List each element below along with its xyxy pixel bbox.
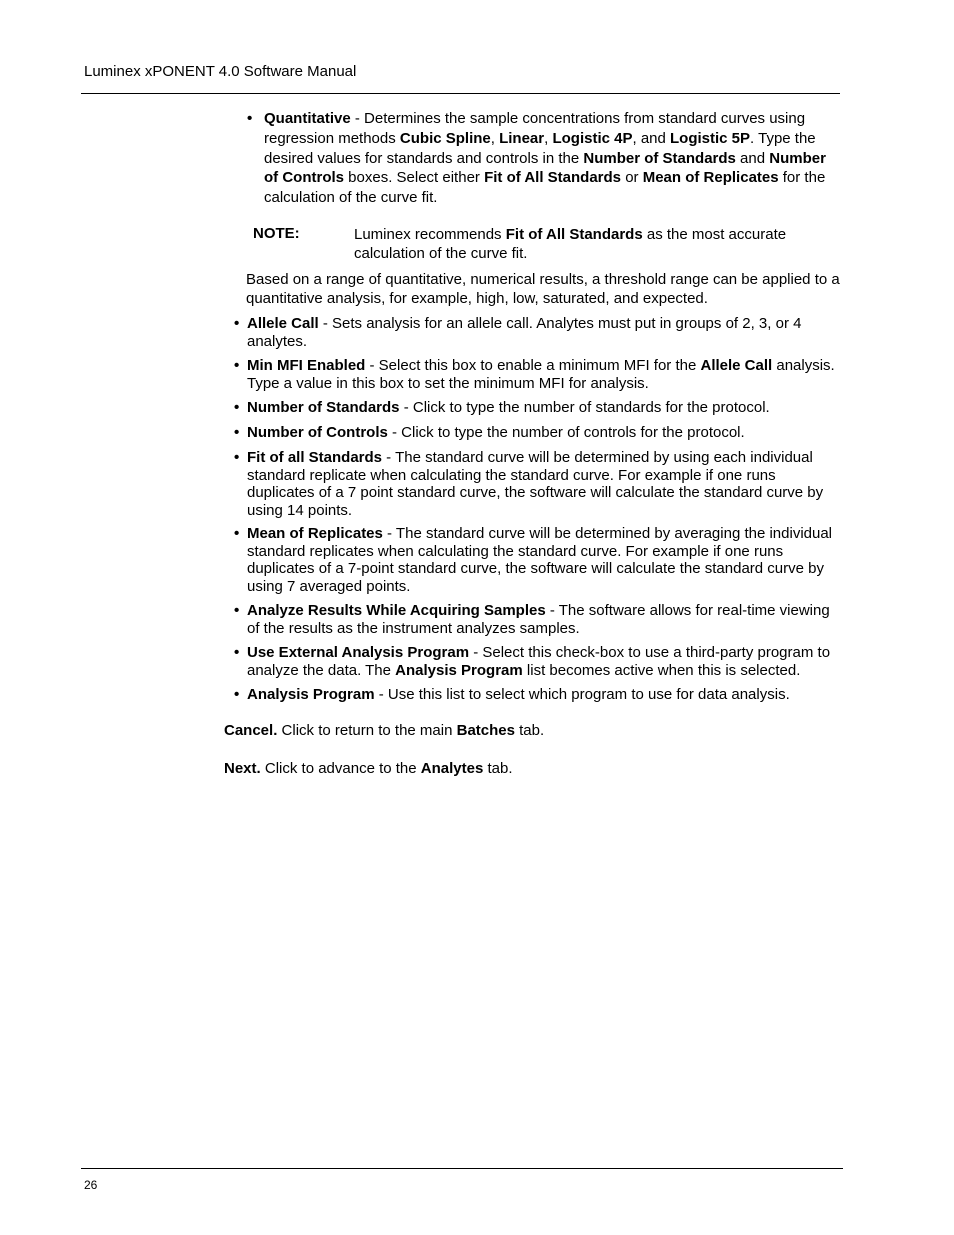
action-next-description: Next. Click to advance to the Analytes tab. <box>224 760 513 777</box>
bullet-glyph: • <box>234 449 240 466</box>
bullet-glyph: • <box>234 686 240 703</box>
list-item-analyze-results: Analyze Results While Acquiring Samples - The software allows for real-time viewing of the results as the instrument analyzes samples. <box>247 602 830 637</box>
action-cancel-description: Cancel. Click to return to the main Batches tab. <box>224 722 545 739</box>
threshold-paragraph: Based on a range of quantitative, numerical results, a threshold range can be applied to a quantitative analysis, for example, high, low, saturated, and expected. <box>246 271 840 307</box>
list-item-mean-of-replicates: Mean of Replicates - The standard curve will be determined by averaging the individual standard replicates when calculating the standard curve. For example if one runs duplicates of a 7-point standard curve, the software will calculate the standard curve by using 7 averaged points. <box>247 525 833 595</box>
header-rule <box>81 93 840 94</box>
bullet-glyph: • <box>247 110 253 127</box>
bullet-glyph: • <box>234 424 240 441</box>
bullet-glyph: • <box>234 399 240 416</box>
option-mean-of-replicates: Mean of Replicates <box>642 169 779 187</box>
option-fit-of-all-standards: Fit of All Standards <box>484 169 622 187</box>
list-item-allele-call: Allele Call - Sets analysis for an allele call. Analytes must put in groups of 2, 3, or 4 analytes. <box>247 315 802 350</box>
field-number-of-controls: Number of Controls <box>264 149 826 187</box>
term-quantitative: Quantitative <box>264 110 351 127</box>
footer-rule <box>81 1168 843 1169</box>
bullet-glyph: • <box>234 644 240 661</box>
bullet-glyph: • <box>234 315 240 332</box>
page-header-title: Luminex xPONENT 4.0 Software Manual <box>84 63 357 80</box>
method-logistic-5p: Logistic 5P <box>670 129 751 147</box>
list-item-fit-of-all-standards: Fit of all Standards - The standard curve will be determined by using each individual standard replicate when calculating the standard curve. For example if one runs duplicates of a 7 point standard curve, the software will calculate the standard curve by using 14 points. <box>247 449 824 519</box>
bullet-glyph: • <box>234 602 240 619</box>
bullet-glyph: • <box>234 525 240 542</box>
page-number: 26 <box>84 1178 98 1192</box>
list-item-number-of-standards: Number of Standards - Click to type the number of standards for the protocol. <box>247 399 770 416</box>
list-item-min-mfi-enabled: Min MFI Enabled - Select this box to enable a minimum MFI for the Allele Call analysis. Type a value in this box to set the minimum MFI for analysis. <box>247 357 835 392</box>
method-linear: Linear <box>499 129 545 147</box>
list-item-use-external-analysis-program: Use External Analysis Program - Select this check-box to use a third-party program to analyze the data. The Analysis Program list becomes active when this is selected. <box>247 644 831 679</box>
list-item-number-of-controls: Number of Controls - Click to type the number of controls for the protocol. <box>247 424 745 441</box>
quantitative-description: Quantitative - Determines the sample concentrations from standard curves using regression methods Cubic Spline, Linear, Logistic 4P, and Logistic 5P. Type the desired values for standards and controls in the Number of Standards and Number of Controls boxes. Select either Fit of All Standards or Mean of Replicates for the calculation of the curve fit. <box>264 110 826 207</box>
note-label: NOTE: <box>253 225 300 242</box>
note-text: Luminex recommends Fit of All Standards as the most accurate calculation of the curve fit. <box>354 226 787 262</box>
bullet-glyph: • <box>234 357 240 374</box>
method-logistic-4p: Logistic 4P <box>552 129 633 147</box>
method-cubic-spline: Cubic Spline <box>399 129 491 147</box>
field-number-of-standards: Number of Standards <box>583 149 736 167</box>
list-item-analysis-program: Analysis Program - Use this list to select which program to use for data analysis. <box>247 686 790 703</box>
